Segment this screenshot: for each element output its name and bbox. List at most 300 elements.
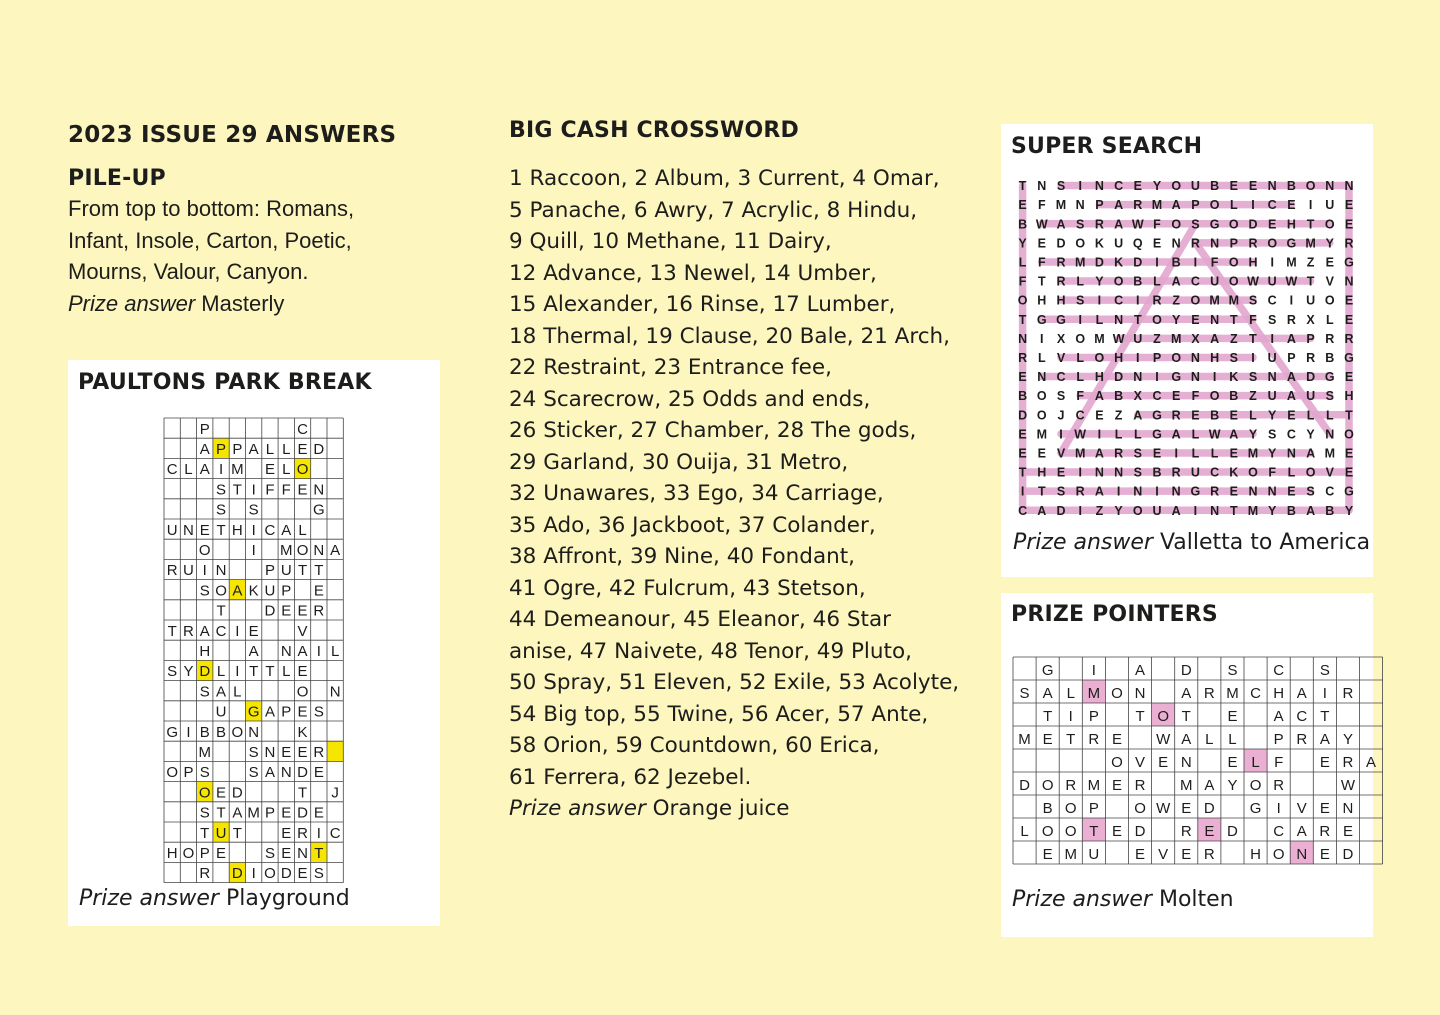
grid-letter: I [1322,684,1327,702]
search-letter: Z [1153,331,1161,346]
grid-letter: S [199,683,210,701]
search-letter: N [1325,427,1335,442]
search-letter: P [1191,198,1200,213]
grid-letter: O [198,541,211,559]
search-letter: W [1247,274,1259,289]
grid-letter: R [1134,776,1146,794]
search-letter: G [1190,484,1201,499]
search-letter: R [1114,446,1124,461]
search-letter: H [1094,370,1104,385]
grid-letter: A [264,703,275,721]
search-letter: B [1286,503,1296,518]
search-letter: E [1191,312,1200,327]
search-letter: O [1036,408,1047,423]
grid-letter: O [1249,776,1262,794]
search-letter: G [1056,312,1066,327]
search-letter: K [1229,465,1239,480]
grid-letter: E [297,440,308,458]
search-letter: W [1285,274,1298,289]
search-letter: S [1056,484,1066,499]
grid-letter: E [199,521,210,539]
search-letter: T [1037,274,1046,289]
bigcash-line: 54 Big top, 55 Twine, 56 Acer, 57 Ante, [509,701,929,727]
search-letter: O [1171,350,1182,365]
search-letter: R [1056,255,1066,270]
search-letter: L [1325,408,1334,423]
grid-letter: E [264,461,275,479]
search-letter: G [1152,427,1162,442]
grid-letter: F [265,481,275,499]
search-letter: I [1116,484,1121,499]
search-letter: F [1249,312,1257,327]
grid-letter: O [1111,753,1123,771]
search-letter: I [1308,198,1313,213]
search-letter: R [1344,236,1354,251]
search-letter: Z [1229,331,1238,346]
search-letter: O [1305,179,1316,194]
search-letter: N [1325,179,1335,194]
grid-letter: L [1066,684,1075,702]
grid-letter: Y [183,663,194,681]
grid-letter: D [1180,661,1192,679]
grid-letter: D [231,784,243,802]
search-letter: I [1136,350,1140,365]
grid-letter: E [281,824,292,842]
search-letter: L [1287,465,1296,480]
grid-letter: E [297,602,308,620]
supersearch-prize-label: Prize answer [1013,530,1153,555]
search-letter: S [1268,312,1277,327]
grid-letter: L [265,440,275,458]
search-letter: U [1210,274,1220,289]
grid-letter: O [296,541,309,559]
grid-letter: C [215,622,227,640]
grid-letter: O [1134,799,1146,817]
search-letter: R [1018,350,1028,365]
search-letter: A [1286,389,1296,404]
search-letter: D [1306,370,1316,385]
grid-letter: I [1091,661,1096,679]
search-letter: B [1229,389,1239,404]
search-letter: A [1286,331,1296,346]
search-letter: F [1076,389,1085,404]
search-letter: U [1190,465,1200,480]
search-letter: R [1133,198,1143,213]
search-letter: M [1094,331,1105,346]
search-letter: T [1306,274,1315,289]
grid-letter: P [216,440,227,458]
search-letter: L [1076,274,1085,289]
pileup-line: From top to bottom: Romans, [68,196,355,221]
search-letter: Z [1249,389,1257,404]
search-letter: I [1174,446,1178,461]
search-letter: E [1344,198,1354,213]
search-letter: X [1133,389,1142,404]
grid-letter: C [297,420,308,438]
grid-letter: U [215,824,227,842]
search-letter: N [1210,503,1220,518]
search-letter: A [1114,198,1124,213]
grid-letter: R [1203,845,1215,863]
grid-letter: T [1181,707,1191,725]
grid-letter: L [282,461,291,479]
search-letter: I [1270,331,1274,346]
grid-letter: I [251,521,256,539]
search-letter: E [1344,293,1354,308]
search-letter: P [1152,350,1162,365]
pileup-prize-value: Masterly [201,290,285,316]
search-letter: G [1344,350,1354,365]
page-title: 2023 ISSUE 29 ANSWERS [68,122,397,148]
grid-letter: E [1181,845,1192,863]
grid-letter: B [1042,799,1053,817]
search-letter: O [1094,350,1105,365]
search-letter: A [1094,389,1104,404]
grid-letter: S [216,501,227,519]
search-letter: O [1209,198,1220,213]
search-letter: S [1056,179,1066,194]
grid-letter: E [1227,707,1238,725]
search-letter: S [1248,370,1258,385]
prizepointers-prize-value: Molten [1158,887,1234,912]
grid-letter: S [167,663,178,681]
search-letter: E [1344,370,1354,385]
search-letter: M [1074,446,1086,461]
search-letter: L [1095,312,1104,327]
grid-letter: S [313,703,324,721]
search-letter: M [1286,255,1297,270]
grid-letter: M [1087,776,1101,794]
search-letter: V [1056,350,1066,365]
search-letter: N [1133,370,1143,385]
search-letter: E [1037,446,1046,461]
search-letter: N [1114,465,1124,480]
bigcash-line: 9 Quill, 10 Methane, 11 Dairy, [509,229,832,254]
grid-letter: L [1251,753,1260,771]
pileup-line: Infant, Insole, Carton, Poetic, [68,227,352,253]
grid-letter: G [247,703,260,721]
grid-letter: T [1043,707,1053,725]
grid-letter: E [313,582,324,600]
bigcash-line: 12 Advance, 13 Newel, 14 Umber, [509,260,877,286]
grid-letter: H [1250,845,1261,863]
grid-letter: V [297,622,308,640]
search-letter: L [1306,408,1315,423]
grid-letter: S [248,764,259,782]
grid-letter: L [1228,730,1237,748]
grid-letter: D [1019,776,1030,794]
search-letter: U [1133,331,1143,346]
grid-letter: M [1018,730,1031,748]
search-letter: R [1325,331,1335,346]
bigcash-line: 58 Orion, 59 Countdown, 60 Erica, [509,733,880,758]
grid-letter: A [248,440,259,458]
grid-letter: D [1134,822,1146,840]
search-letter: B [1133,274,1143,289]
search-letter: E [1018,198,1027,213]
grid-letter: S [313,865,324,883]
search-letter: G [1344,484,1354,499]
search-letter: S [1306,484,1315,499]
search-letter: K [1229,370,1239,385]
search-letter: I [1097,293,1102,308]
search-letter: I [1078,179,1082,194]
search-letter: F [1153,217,1161,232]
search-letter: M [1247,503,1259,518]
grid-letter: E [1227,753,1238,771]
grid-letter: T [297,562,308,580]
search-letter: Z [1306,255,1315,270]
search-letter: S [1076,217,1085,232]
grid-letter: M [1087,684,1101,702]
search-letter: T [1133,312,1142,327]
search-letter: U [1306,293,1316,308]
grid-letter: I [1068,707,1073,725]
grid-letter: I [235,622,240,640]
grid-letter: T [167,622,177,640]
grid-letter: I [251,541,256,559]
grid-letter: A [1181,730,1192,748]
search-letter: E [1172,389,1181,404]
search-letter: H [1344,389,1354,404]
grid-letter: T [232,481,242,499]
search-letter: T [1018,179,1027,194]
search-letter: G [1152,408,1162,423]
search-letter: N [1267,484,1277,499]
grid-letter: H [1273,684,1285,702]
search-letter: M [1324,446,1336,461]
grid-letter: T [265,663,275,681]
search-letter: I [1251,198,1255,213]
search-letter: E [1037,236,1046,251]
bigcash-line: 32 Unawares, 33 Ego, 34 Carriage, [509,481,884,506]
grid-letter: P [199,844,210,862]
search-letter: B [1018,217,1028,232]
search-letter: A [1171,198,1181,213]
bigcash-line: 15 Alexander, 16 Rinse, 17 Lumber, [509,292,896,317]
grid-letter: N [297,844,308,862]
grid-letter: R [1342,684,1354,702]
grid-letter: Y [1227,776,1238,794]
grid-letter: E [1204,822,1215,840]
search-letter: B [1018,389,1028,404]
search-letter: C [1018,503,1028,518]
search-letter: B [1210,408,1220,423]
paultons-prize [79,886,350,911]
grid-letter: E [1111,776,1122,794]
grid-letter: R [313,602,325,620]
bigcash-title: BIG CASH CROSSWORD [509,118,800,143]
grid-letter: N [183,521,194,539]
grid-letter: E [1042,730,1053,748]
search-letter: C [1325,484,1335,499]
search-letter: M [1055,198,1067,213]
prizepointers-title: PRIZE POINTERS [1011,602,1218,627]
grid-letter: G [313,501,325,519]
grid-letter: O [1111,684,1123,702]
grid-letter: H [231,521,243,539]
grid-letter: W [1340,776,1356,794]
grid-letter: N [313,481,325,499]
grid-letter: F [1274,753,1284,771]
grid-letter: A [1366,753,1377,771]
search-letter: H [1056,293,1066,308]
grid-letter: S [199,582,210,600]
grid-letter: A [199,461,210,479]
search-letter: O [1305,465,1316,480]
search-letter: E [1229,179,1238,194]
search-letter: H [1210,350,1220,365]
grid-letter: E [248,622,259,640]
bigcash-line: 26 Sticker, 27 Chamber, 28 The gods, [509,418,917,443]
search-letter: A [1114,217,1124,232]
search-letter: E [1152,236,1162,251]
search-letter: O [1113,274,1124,289]
grid-letter: I [251,481,256,499]
search-letter: B [1171,255,1181,270]
search-letter: C [1114,179,1124,194]
search-letter: I [1078,503,1082,518]
search-letter: Y [1095,274,1104,289]
grid-letter: O [1041,776,1054,794]
search-letter: G [1324,370,1335,385]
search-letter: O [1248,465,1258,480]
search-letter: I [1193,503,1198,518]
grid-letter: J [331,784,339,802]
search-letter: M [1074,255,1086,270]
grid-letter: O [166,764,178,782]
highlight-cell [327,741,343,761]
grid-letter: R [297,824,308,842]
grid-letter: T [1135,707,1145,725]
search-letter: Y [1344,503,1354,518]
grid-letter: R [1342,753,1354,771]
grid-letter: L [233,683,242,701]
search-letter: R [1248,236,1258,251]
grid-letter: E [281,743,292,761]
prizepointers-grid [1001,593,1377,873]
search-letter: M [1209,293,1220,308]
grid-letter: E [1111,730,1122,748]
search-letter: O [1036,389,1047,404]
grid-letter: G [166,723,178,741]
grid-letter: A [1273,707,1284,725]
grid-letter: T [232,824,242,842]
search-letter: W [1131,217,1144,232]
bigcash-line: 44 Demeanour, 45 Eleanor, 46 Star [509,607,891,632]
grid-letter: D [280,865,292,883]
search-letter: N [1018,331,1028,346]
grid-letter: G [1041,661,1054,679]
search-letter: T [1018,312,1027,327]
search-letter: X [1191,331,1200,346]
search-letter: B [1152,465,1162,480]
search-letter: W [1074,427,1087,442]
search-letter: I [1020,484,1025,499]
prizepointers-prize-label: Prize answer [1012,887,1152,912]
bigcash-line: 38 Affront, 39 Nine, 40 Fondant, [509,544,856,569]
search-letter: E [1268,217,1277,232]
search-letter: X [1306,312,1315,327]
bigcash-line: 29 Garland, 30 Ouija, 31 Metro, [509,449,849,475]
grid-letter: D [199,663,211,681]
search-letter: P [1095,198,1104,213]
grid-letter: R [1203,684,1215,702]
search-letter: Z [1095,503,1104,518]
grid-letter: M [1226,684,1239,702]
search-letter: A [1094,484,1104,499]
search-letter: O [1152,312,1162,327]
search-letter: A [1210,331,1220,346]
bigcash-line: 41 Ogre, 42 Fulcrum, 43 Stetson, [509,575,866,601]
search-letter: C [1152,389,1162,404]
search-letter: V [1325,465,1334,480]
search-letter: Y [1268,503,1277,518]
search-letter: D [1056,236,1066,251]
search-letter: N [1094,179,1104,194]
search-letter: H [1286,217,1296,232]
search-letter: A [1171,503,1181,518]
search-letter: O [1228,217,1239,232]
search-letter: C [1075,408,1085,423]
grid-letter: A [232,582,243,600]
grid-letter: T [297,784,308,802]
search-letter: C [1056,370,1066,385]
search-letter: F [1268,465,1277,480]
grid-letter: E [1158,753,1169,771]
search-letter: B [1114,389,1124,404]
search-letter: E [1287,484,1296,499]
search-letter: I [1040,331,1044,346]
search-letter: I [1155,370,1159,385]
grid-letter: A [297,642,308,660]
grid-letter: C [1250,684,1261,702]
grid-letter: T [314,844,324,862]
grid-letter: O [264,865,276,883]
search-letter: G [1171,370,1182,385]
grid-letter: E [297,865,308,883]
search-letter: F [1037,198,1046,213]
grid-letter: I [316,824,321,842]
pileup-title: PILE-UP [68,166,166,191]
search-letter: R [1075,484,1085,499]
search-letter: U [1325,198,1335,213]
search-letter: I [1212,370,1217,385]
search-letter: N [1037,370,1047,385]
search-letter: O [1190,293,1201,308]
grid-letter: L [216,663,226,681]
grid-letter: E [281,844,292,862]
search-letter: C [1114,293,1124,308]
grid-letter: E [297,743,308,761]
supersearch-grid [1001,124,1373,534]
grid-letter: K [248,582,259,600]
search-letter: U [1190,179,1200,194]
grid-letter: H [166,844,178,862]
search-letter: N [1133,484,1143,499]
grid-letter: S [264,844,275,862]
search-letter: L [1153,274,1161,289]
search-letter: L [1114,427,1123,442]
grid-letter: E [1319,845,1330,863]
grid-letter: D [297,764,308,782]
grid-letter: O [296,461,309,479]
search-letter: S [1268,427,1277,442]
search-letter: L [1249,408,1257,423]
grid-letter: P [1088,799,1099,817]
grid-letter: C [1296,707,1308,725]
search-letter: T [1229,312,1238,327]
